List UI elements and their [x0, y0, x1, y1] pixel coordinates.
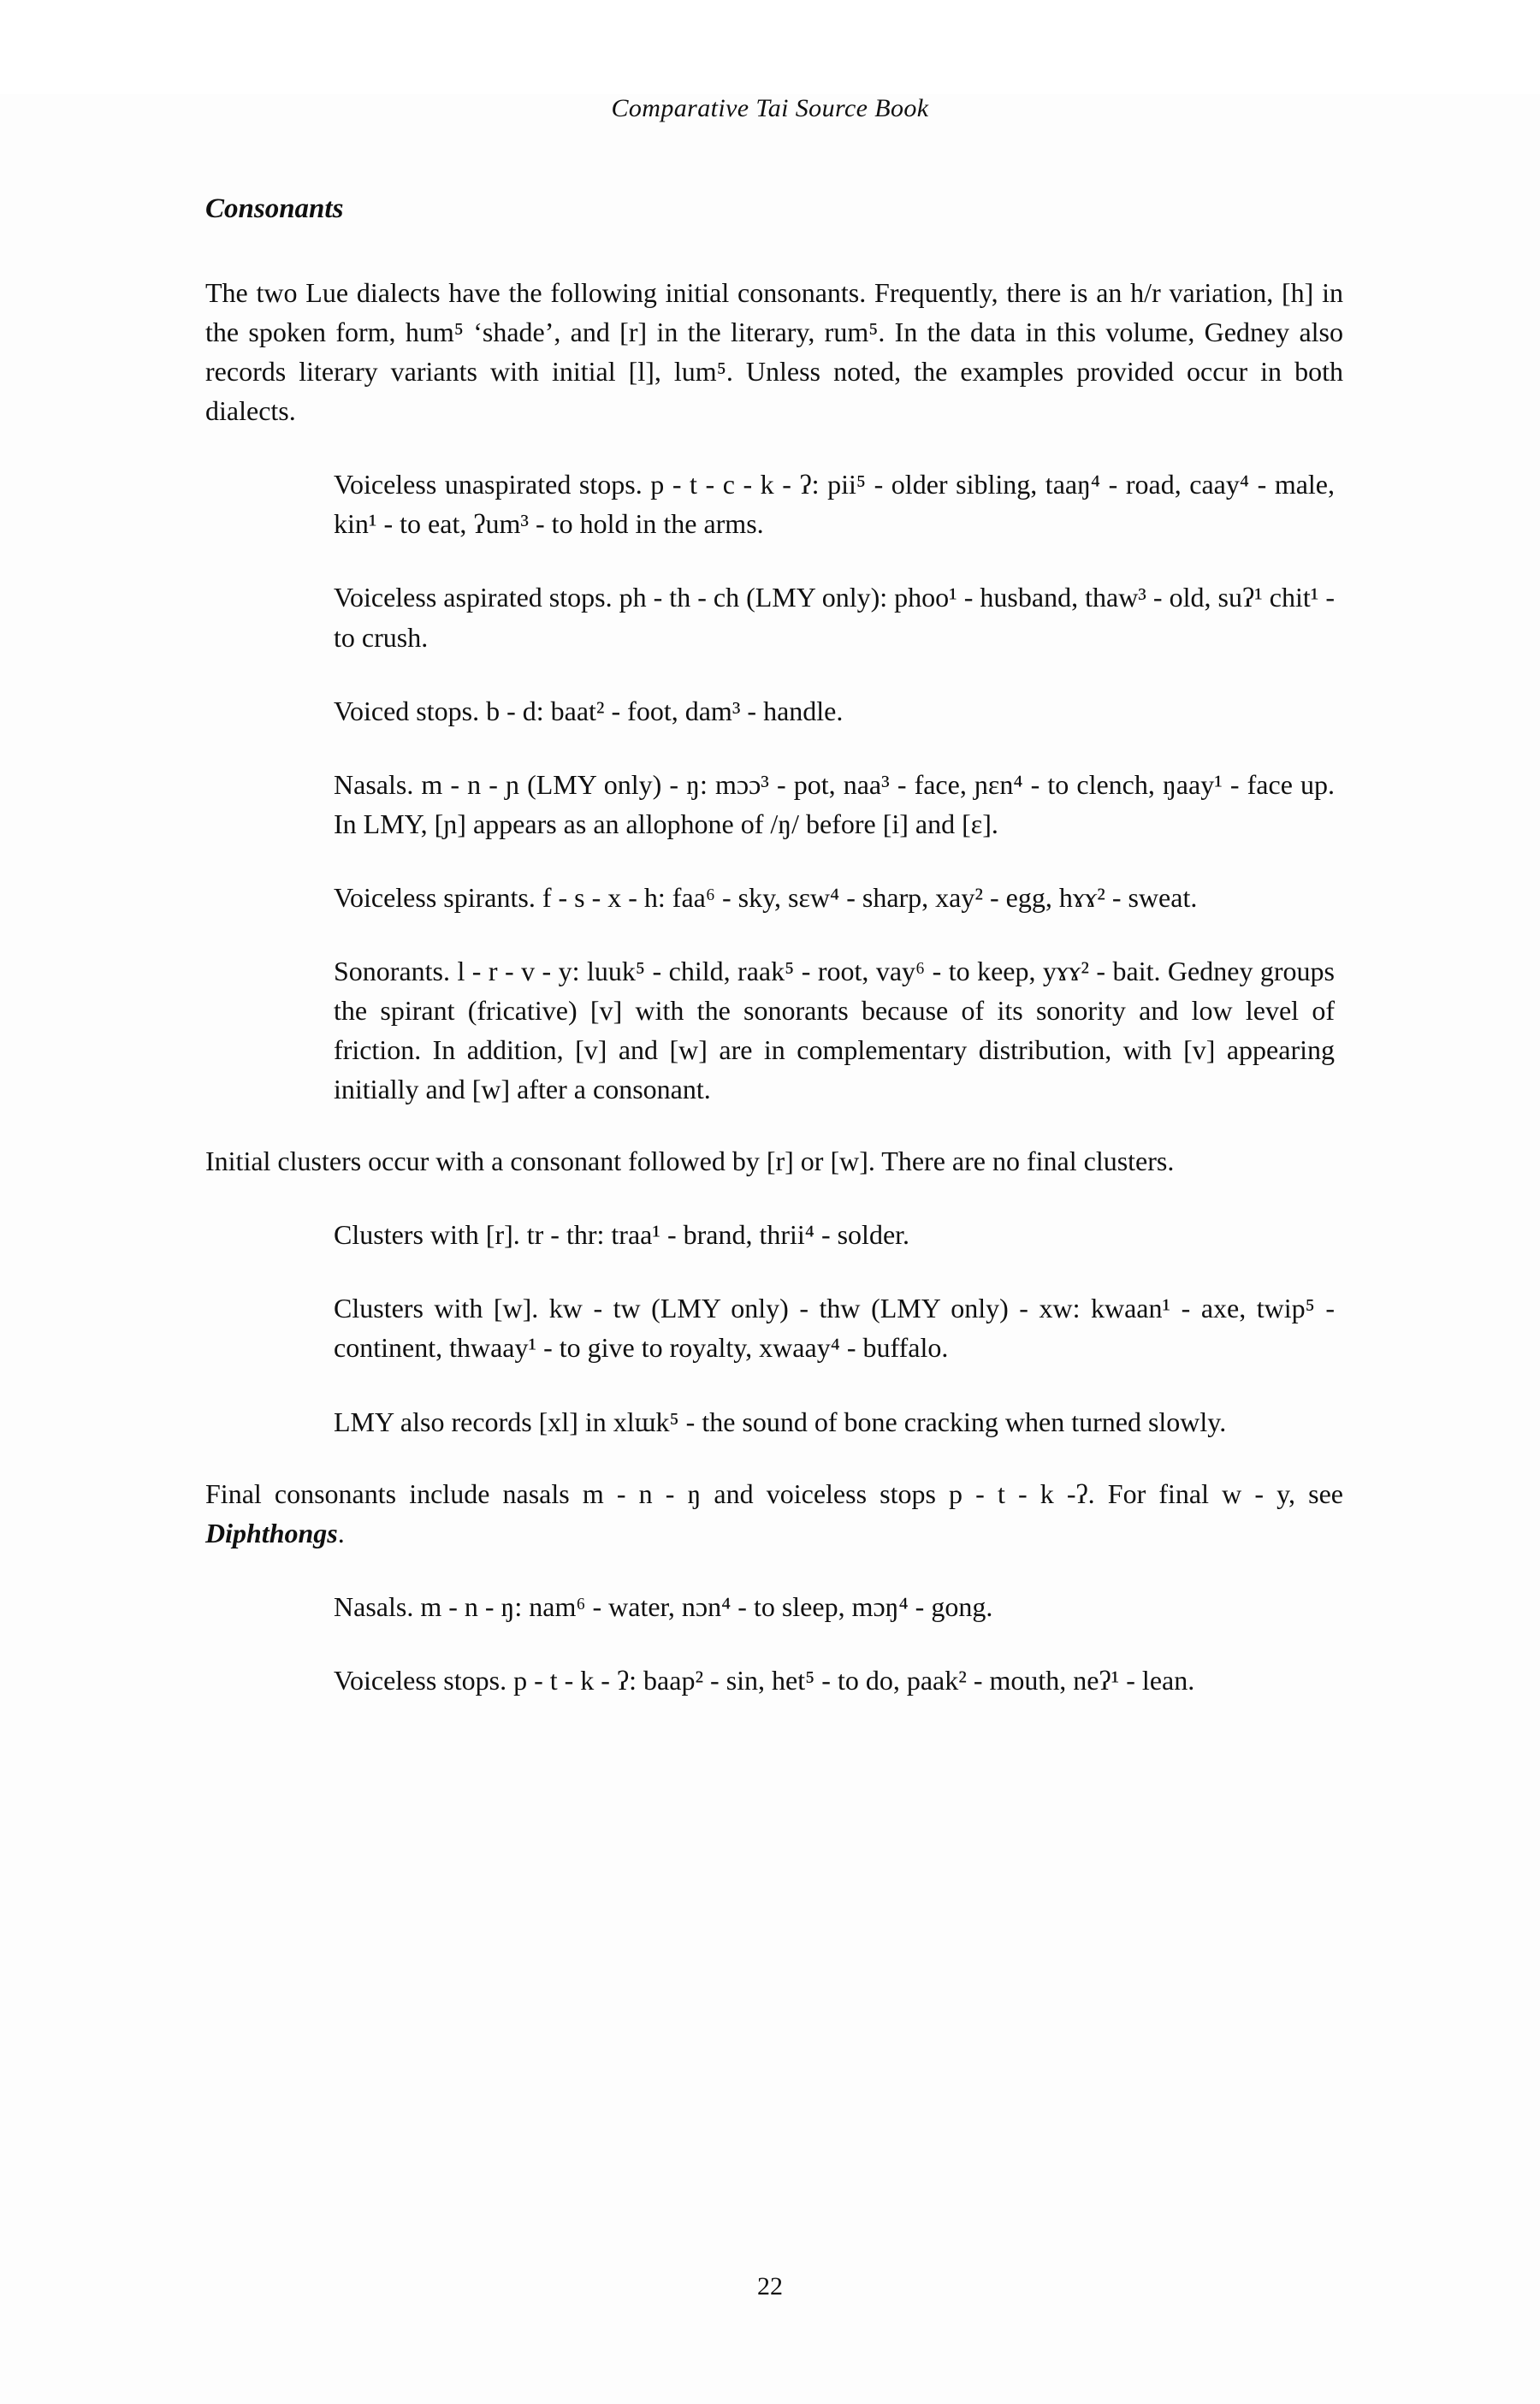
final-voiceless-stops: Voiceless stops. p - t - k - ʔ: baap² - sin, het⁵ - to do, paak² - mouth, neʔ¹ - lean.	[334, 1664, 1195, 1696]
voiceless-aspirated-stops: Voiceless aspirated stops. ph - th - ch (LMY only): phoo¹ - husband, thaw³ - old, suʔ¹ chit¹ - to crush.	[334, 582, 1335, 653]
initial-consonants-list	[334, 465, 1335, 1109]
page-content	[180, 193, 1360, 1700]
nasals: Nasals. m - n - ɲ (LMY only) - ŋ: mɔɔ³ - pot, naa³ - face, ɲɛn⁴ - to clench, ŋaay¹ - face up. In LMY, [ɲ] appears as an allophone of /ŋ/ before [i] and [ɛ].	[334, 768, 1335, 839]
voiced-stops: Voiced stops. b - d: baat² - foot, dam³ - handle.	[334, 695, 844, 726]
final-nasals: Nasals. m - n - ŋ: nam⁶ - water, nɔn⁴ - to sleep, mɔŋ⁴ - gong.	[334, 1590, 993, 1622]
sonorants: Sonorants. l - r - v - y: luuk⁵ - child, raak⁵ - root, vay⁶ - to keep, yɤɤ² - bait. Gedney groups the spirant (fricative) [v] with the sonorants because of its sonority and low level of friction. In addition, [v] and [w] are in complementary distribution, with [v] appearing initially and [w] after a consonant.	[334, 955, 1335, 1105]
clusters-intro-paragraph: Initial clusters occur with a consonant followed by [r] or [w]. There are no final clusters.	[205, 1146, 1175, 1177]
voiceless-spirants: Voiceless spirants. f - s - x - h: faa⁶ - sky, sɛw⁴ - sharp, xay² - egg, hɤɤ² - sweat.	[334, 881, 1198, 913]
diphthongs-cross-reference: Diphthongs	[205, 1517, 338, 1548]
finals-intro-paragraph	[205, 1474, 1343, 1553]
finals-intro-text-before: Final consonants include nasals m - n - ŋ and voiceless stops p - t - k -ʔ. For final w - y, see	[205, 1477, 1343, 1509]
page-number: 22	[757, 2272, 783, 2300]
final-consonants-list	[334, 1587, 1335, 1700]
intro-paragraph: The two Lue dialects have the following initial consonants. Frequently, there is an h/r variation, [h] in the spoken form, hum⁵ ‘shade’, and [r] in the literary, rum⁵. In the data in this volume, Gedney also records literary variants with initial [l], lum⁵. Unless noted, the examples provided occur in both dialects.	[205, 277, 1343, 427]
document-page	[0, 94, 1540, 2404]
clusters-with-w: Clusters with [w]. kw - tw (LMY only) - thw (LMY only) - xw: kwaan¹ - axe, twip⁵ - continent, thwaay¹ - to give to royalty, xwaay⁴ - buffalo.	[334, 1293, 1335, 1364]
clusters-list	[334, 1215, 1335, 1441]
lmy-xl-note: LMY also records [xl] in xlɯk⁵ - the sound of bone cracking when turned slowly.	[334, 1406, 1227, 1437]
clusters-with-r: Clusters with [r]. tr - thr: traa¹ - brand, thrii⁴ - solder.	[334, 1219, 910, 1251]
section-heading-consonants: Consonants	[205, 193, 344, 224]
voiceless-unaspirated-stops: Voiceless unaspirated stops. p - t - c - k - ʔ: pii⁵ - older sibling, taaŋ⁴ - road, caay⁴ - male, kin¹ - to eat, ʔum³ - to hold in the arms.	[334, 469, 1335, 540]
finals-intro-text-after: .	[337, 1517, 345, 1548]
running-head: Comparative Tai Source Book	[611, 94, 929, 122]
